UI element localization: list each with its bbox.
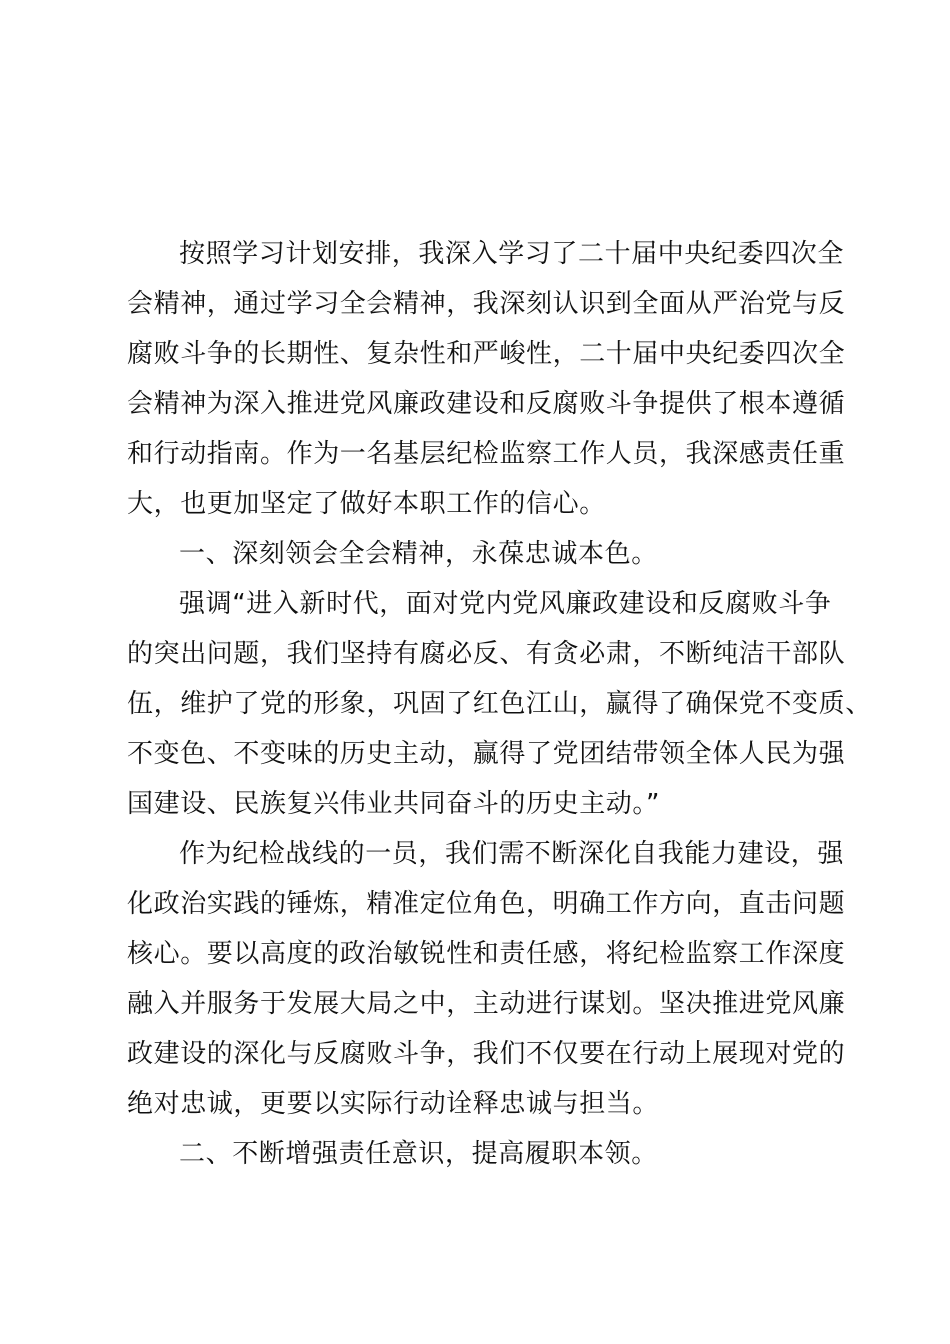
text-line: 核心。要以高度的政治敏锐性和责任感，将纪检监察工作深度 xyxy=(127,939,846,969)
text-line: 伍，维护了党的形象，巩固了红色江山，赢得了确保党不变质、 xyxy=(127,689,872,719)
text-line: 和行动指南。作为一名基层纪检监察工作人员，我深感责任重 xyxy=(127,439,846,469)
document-body xyxy=(127,229,872,1179)
text-line: 大，也更加坚定了做好本职工作的信心。 xyxy=(127,489,606,519)
text-line: 按照学习计划安排，我深入学习了二十届中央纪委四次全 xyxy=(179,239,845,269)
text-line: 腐败斗争的长期性、复杂性和严峻性，二十届中央纪委四次全 xyxy=(127,339,846,369)
text-line: 强调“进入新时代，面对党内党风廉政建设和反腐败斗争 xyxy=(179,589,832,619)
text-line: 不变色、不变味的历史主动，赢得了党团结带领全体人民为强 xyxy=(127,739,846,769)
intro-paragraph xyxy=(127,229,847,529)
section-heading-2: 二、不断增强责任意识，提高履职本领。 xyxy=(179,1139,658,1169)
text-line: 的突出问题，我们坚持有腐必反、有贪必肃，不断纯洁干部队 xyxy=(127,639,846,669)
quote-paragraph xyxy=(127,579,872,829)
text-line: 化政治实践的锤炼，精准定位角色，明确工作方向，直击问题 xyxy=(127,889,846,919)
text-line: 政建设的深化与反腐败斗争，我们不仅要在行动上展现对党的 xyxy=(127,1039,846,1069)
discipline-paragraph xyxy=(127,829,847,1129)
text-line: 作为纪检战线的一员，我们需不断深化自我能力建设，强 xyxy=(179,839,845,869)
text-line: 国建设、民族复兴伟业共同奋斗的历史主动。” xyxy=(127,789,661,819)
text-line: 融入并服务于发展大局之中，主动进行谋划。坚决推进党风廉 xyxy=(127,989,846,1019)
text-line: 会精神，通过学习全会精神，我深刻认识到全面从严治党与反 xyxy=(127,289,846,319)
text-line: 会精神为深入推进党风廉政建设和反腐败斗争提供了根本遵循 xyxy=(127,389,846,419)
section-heading-1: 一、深刻领会全会精神，永葆忠诚本色。 xyxy=(179,539,658,569)
text-line: 绝对忠诚，更要以实际行动诠释忠诚与担当。 xyxy=(127,1089,660,1119)
